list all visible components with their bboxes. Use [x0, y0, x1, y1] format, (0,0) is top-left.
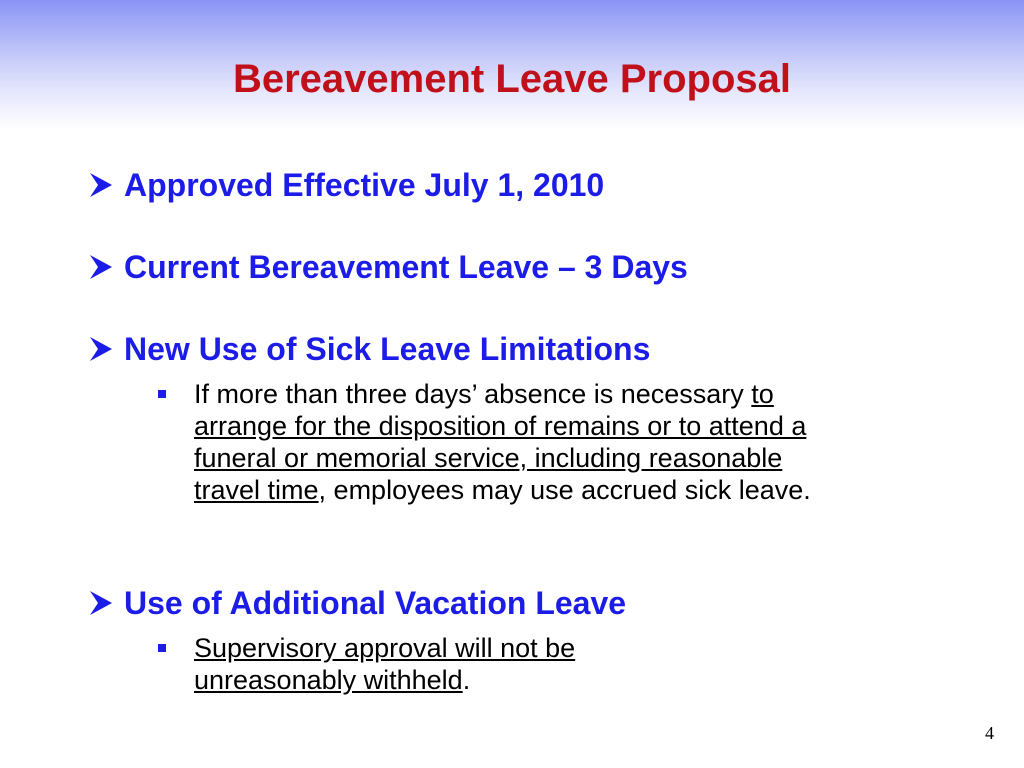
bullet-item: [88, 248, 688, 286]
square-bullet-icon: [158, 390, 166, 398]
bullet-text: New Use of Sick Leave Limitations: [124, 331, 651, 367]
page-number: 4: [985, 723, 994, 743]
square-bullet-icon: [158, 644, 166, 652]
sub-bullet-text: [194, 378, 838, 506]
sub-text-plain: If more than three days’ absence is necessary: [194, 379, 752, 409]
bullet-item: [88, 330, 650, 368]
arrow-bullet-icon: [88, 335, 124, 363]
arrow-bullet-icon: [88, 253, 124, 281]
sub-text-underlined: Supervisory approval will not be unreasonably withheld: [194, 633, 576, 695]
bullet-item: [88, 166, 604, 204]
sub-bullet-text: [194, 632, 718, 696]
bullet-text: Approved Effective July 1, 2010: [124, 167, 605, 203]
arrow-bullet-icon: [88, 589, 124, 617]
sub-text-underlined: to arrange for the disposition of remains or to attend a funeral or memorial service, including reasonable travel time: [194, 379, 807, 505]
sub-text-plain: .: [462, 665, 471, 695]
sub-bullet-item: [158, 632, 718, 696]
sub-bullet-item: [158, 378, 838, 506]
slide-title: Bereavement Leave Proposal: [232, 57, 792, 101]
bullet-item: [88, 584, 626, 622]
bullet-text: Current Bereavement Leave – 3 Days: [124, 249, 688, 285]
bullet-text: Use of Additional Vacation Leave: [124, 585, 627, 621]
sub-text-plain: , employees may use accrued sick leave.: [318, 475, 811, 505]
arrow-bullet-icon: [88, 171, 124, 199]
